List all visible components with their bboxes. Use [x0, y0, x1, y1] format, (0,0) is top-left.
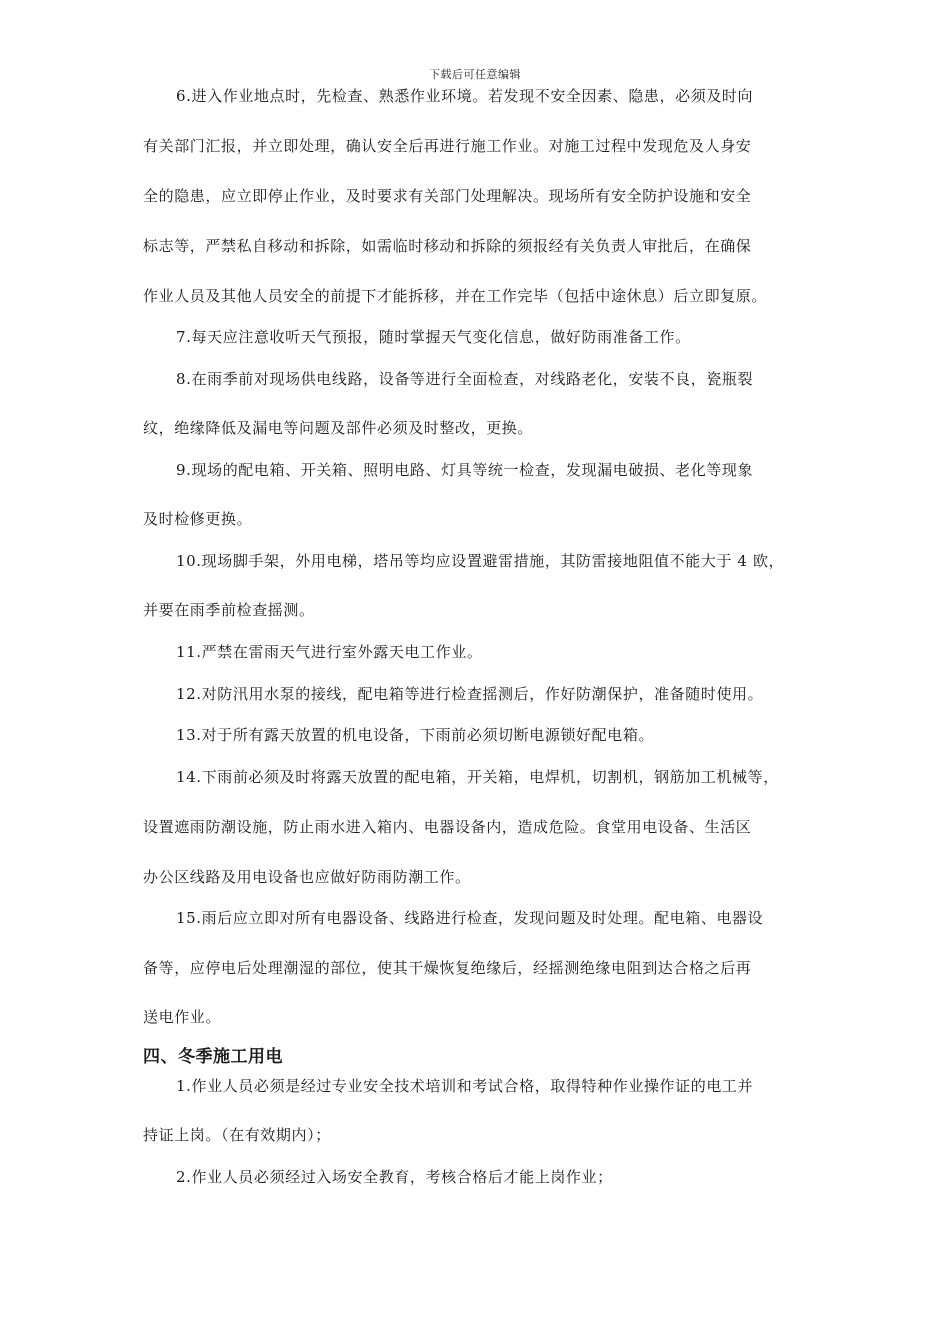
header-note: 下载后可任意编辑 — [429, 68, 521, 81]
paragraph-line: 标志等，严禁私自移动和拆除，如需临时移动和拆除的须报经有关负责人审批后，在确保 — [143, 237, 752, 255]
paragraph-line: 7.每天应注意收听天气预报，随时掌握天气变化信息，做好防雨准备工作。 — [176, 328, 691, 346]
paragraph-line: 送电作业。 — [143, 1008, 222, 1026]
paragraph-line: 并要在雨季前检查摇测。 — [143, 601, 315, 619]
paragraph-line: 13.对于所有露天放置的机电设备，下雨前必须切断电源锁好配电箱。 — [176, 726, 655, 744]
paragraph-line: 12.对防汛用水泵的接线，配电箱等进行检查摇测后，作好防潮保护，准备随时使用。 — [176, 685, 764, 703]
paragraph-line: 1.作业人员必须是经过专业安全技术培训和考试合格，取得特种作业操作证的电工并 — [176, 1077, 754, 1095]
paragraph-line: 全的隐患，应立即停止作业，及时要求有关部门处理解决。现场所有安全防护设施和安全 — [143, 187, 752, 205]
paragraph-line: 持证上岗。（在有效期内）； — [143, 1126, 331, 1144]
paragraph-line: 设置遮雨防潮设施，防止雨水进入箱内、电器设备内，造成危险。食堂用电设备、生活区 — [143, 818, 752, 836]
paragraph-line: 11.严禁在雷雨天气进行室外露天电工作业。 — [176, 643, 483, 661]
paragraph-line: 有关部门汇报，并立即处理，确认安全后再进行施工作业。对施工过程中发现危及人身安 — [143, 137, 752, 155]
paragraph-line: 作业人员及其他人员安全的前提下才能拆移，并在工作完毕（包括中途休息）后立即复原。 — [143, 287, 768, 305]
paragraph-line: 15.雨后应立即对所有电器设备、线路进行检查，发现问题及时处理。配电箱、电器设 — [176, 909, 764, 927]
section-heading: 四、冬季施工用电 — [143, 1047, 283, 1067]
paragraph-line: 纹，绝缘降低及漏电等问题及部件必须及时整改，更换。 — [143, 419, 534, 437]
paragraph-line: 6.进入作业地点时，先检查、熟悉作业环境。若发现不安全因素、隐患，必须及时向 — [176, 87, 754, 105]
paragraph-line: 8.在雨季前对现场供电线路，设备等进行全面检查，对线路老化，安装不良，瓷瓶裂 — [176, 370, 754, 388]
paragraph-line: 及时检修更换。 — [143, 510, 253, 528]
paragraph-line: 10.现场脚手架，外用电梯，塔吊等均应设置避雷措施，其防雷接地阻值不能大于 4 欧， — [176, 552, 785, 570]
paragraph-line: 办公区线路及用电设备也应做好防雨防潮工作。 — [143, 868, 471, 886]
paragraph-line: 9.现场的配电箱、开关箱、照明电路、灯具等统一检查，发现漏电破损、老化等现象 — [176, 461, 754, 479]
paragraph-line: 14.下雨前必须及时将露天放置的配电箱，开关箱，电焊机，切割机，钢筋加工机械等， — [176, 768, 779, 786]
paragraph-line: 备等，应停电后处理潮湿的部位，使其干燥恢复绝缘后，经摇测绝缘电阻到达合格之后再 — [143, 959, 752, 977]
paragraph-line: 2.作业人员必须经过入场安全教育，考核合格后才能上岗作业； — [176, 1168, 613, 1186]
